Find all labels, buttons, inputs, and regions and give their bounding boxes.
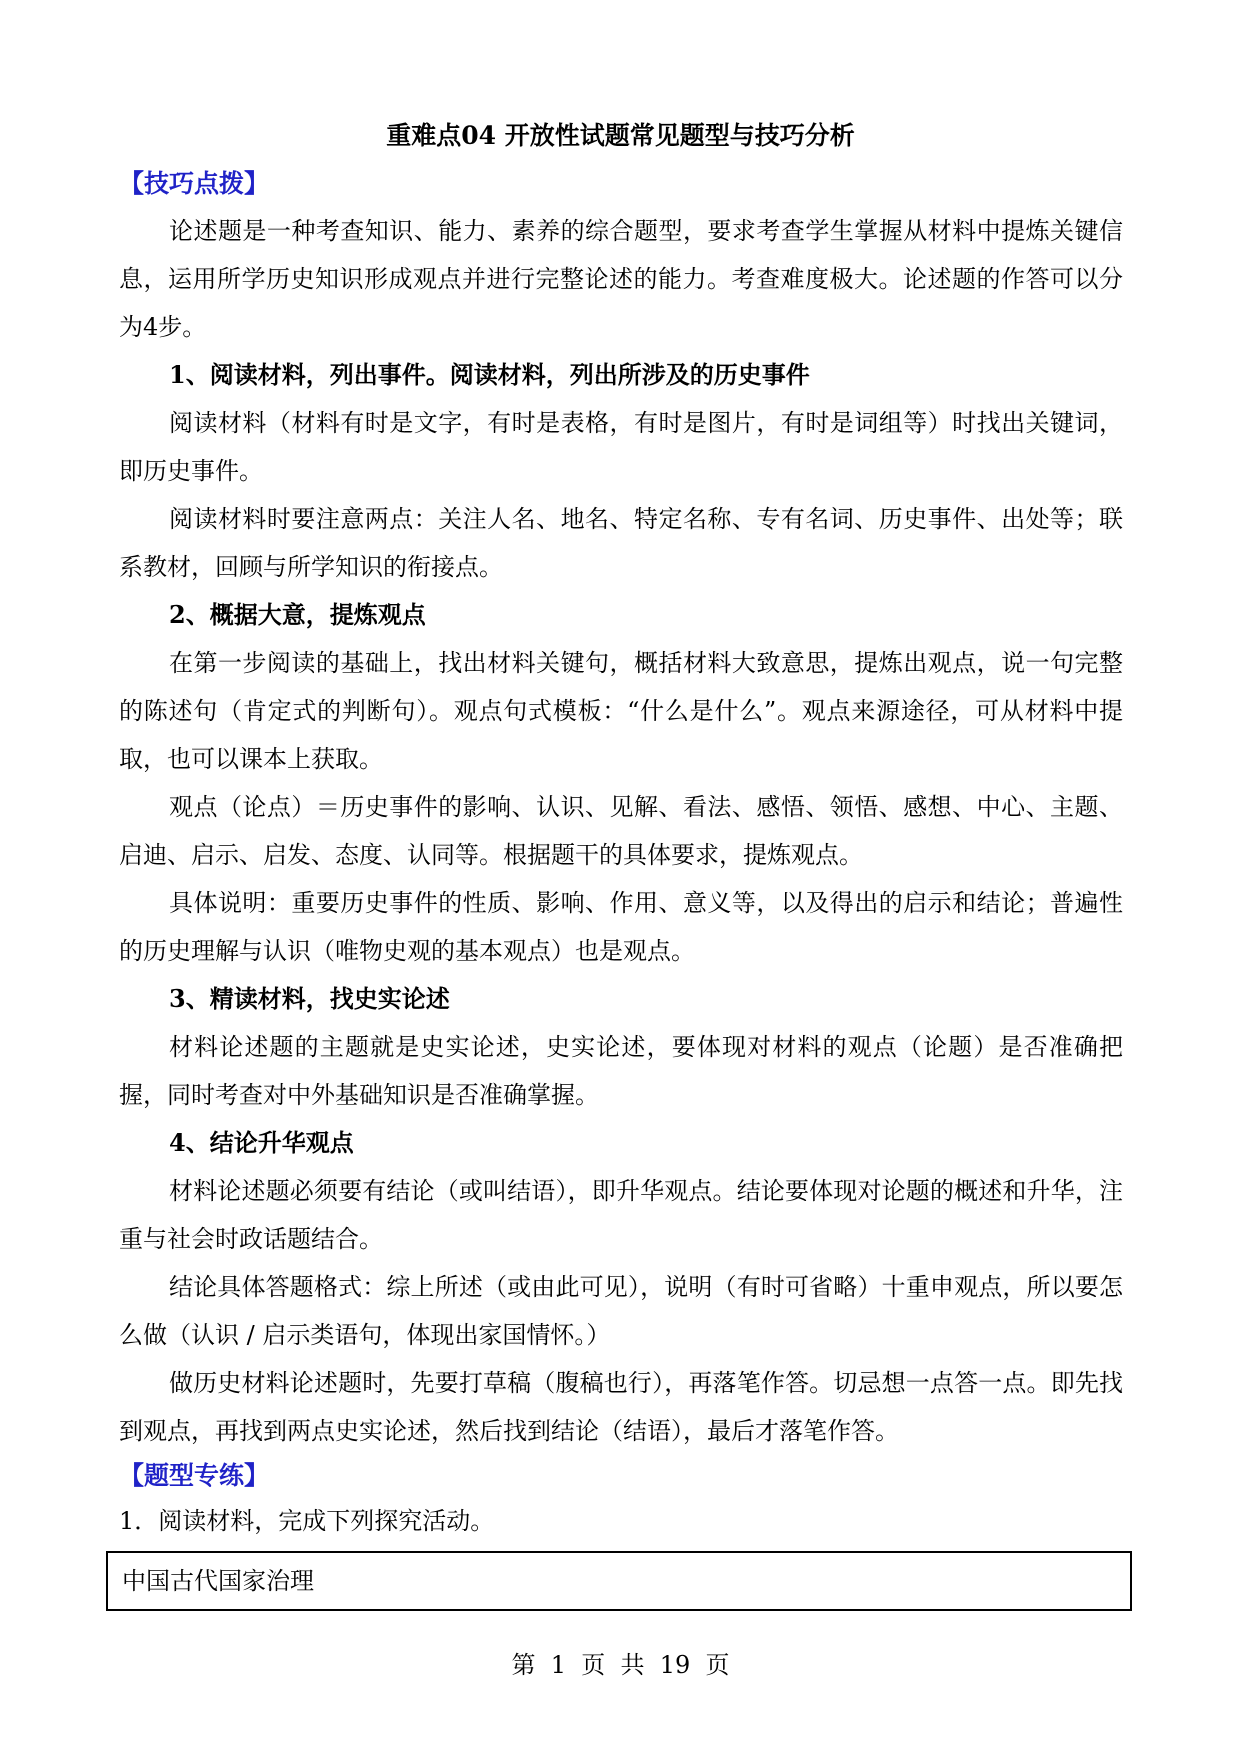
section-label-tips: 【技巧点拨】 <box>119 169 270 198</box>
page-footer: 第 1 页 共 19 页 <box>511 1651 730 1679</box>
material-box-text: 中国古代国家治理 <box>122 1567 314 1595</box>
document-title: 重难点04 开放性试题常见题型与技巧分析 <box>386 121 855 150</box>
material-box <box>106 1551 1132 1611</box>
intro-paragraph: 论述题是一种考查知识、能力、素养的综合题型，要求考查学生掌握从材料中提炼关键信息，运用所学历史知识形成观点并进行完整论述的能力。考查难度极大。论述题的作答可以分为4步。 <box>119 217 1123 341</box>
step2-paragraph-1: 在第一步阅读的基础上，找出材料关键句，概括材料大致意思，提炼出观点，说一句完整的陈述句（肯定式的判断句）。观点句式模板：“什么是什么”。观点来源途径，可从材料中提取，也可以课本上获取。 <box>119 649 1123 773</box>
step4-paragraph-2: 结论具体答题格式：综上所述（或由此可见），说明（有时可省略）十重申观点，所以要怎么做（认识 / 启示类语句，体现出家国情怀。） <box>119 1273 1123 1349</box>
step4-paragraph-1: 材料论述题必须要有结论（或叫结语），即升华观点。结论要体现对论题的概述和升华，注重与社会时政话题结合。 <box>119 1177 1123 1253</box>
step3-heading: 3、精读材料，找史实论述 <box>169 984 450 1013</box>
step4-heading: 4、结论升华观点 <box>169 1128 354 1157</box>
step3-paragraph-1: 材料论述题的主题就是史实论述，史实论述，要体现对材料的观点（论题）是否准确把握，同时考查对中外基础知识是否准确掌握。 <box>119 1033 1123 1109</box>
step1-heading: 1、阅读材料，列出事件。阅读材料，列出所涉及的历史事件 <box>169 360 810 389</box>
question-1: 1．阅读材料，完成下列探究活动。 <box>119 1507 495 1535</box>
step2-paragraph-3: 具体说明：重要历史事件的性质、影响、作用、意义等，以及得出的启示和结论；普遍性的历史理解与认识（唯物史观的基本观点）也是观点。 <box>119 889 1123 965</box>
step2-paragraph-2: 观点（论点）＝历史事件的影响、认识、见解、看法、感悟、领悟、感想、中心、主题、启迪、启示、启发、态度、认同等。根据题干的具体要求，提炼观点。 <box>119 793 1123 869</box>
step1-paragraph-2: 阅读材料时要注意两点：关注人名、地名、特定名称、专有名词、历史事件、出处等；联系教材，回顾与所学知识的衔接点。 <box>119 505 1123 581</box>
section-label-practice: 【题型专练】 <box>119 1461 270 1490</box>
step1-paragraph-1: 阅读材料（材料有时是文字，有时是表格，有时是图片，有时是词组等）时找出关键词，即历史事件。 <box>119 409 1123 485</box>
step2-heading: 2、概据大意，提炼观点 <box>169 600 426 629</box>
step4-paragraph-3: 做历史材料论述题时，先要打草稿（腹稿也行），再落笔作答。切忌想一点答一点。即先找到观点，再找到两点史实论述，然后找到结论（结语），最后才落笔作答。 <box>119 1369 1123 1445</box>
